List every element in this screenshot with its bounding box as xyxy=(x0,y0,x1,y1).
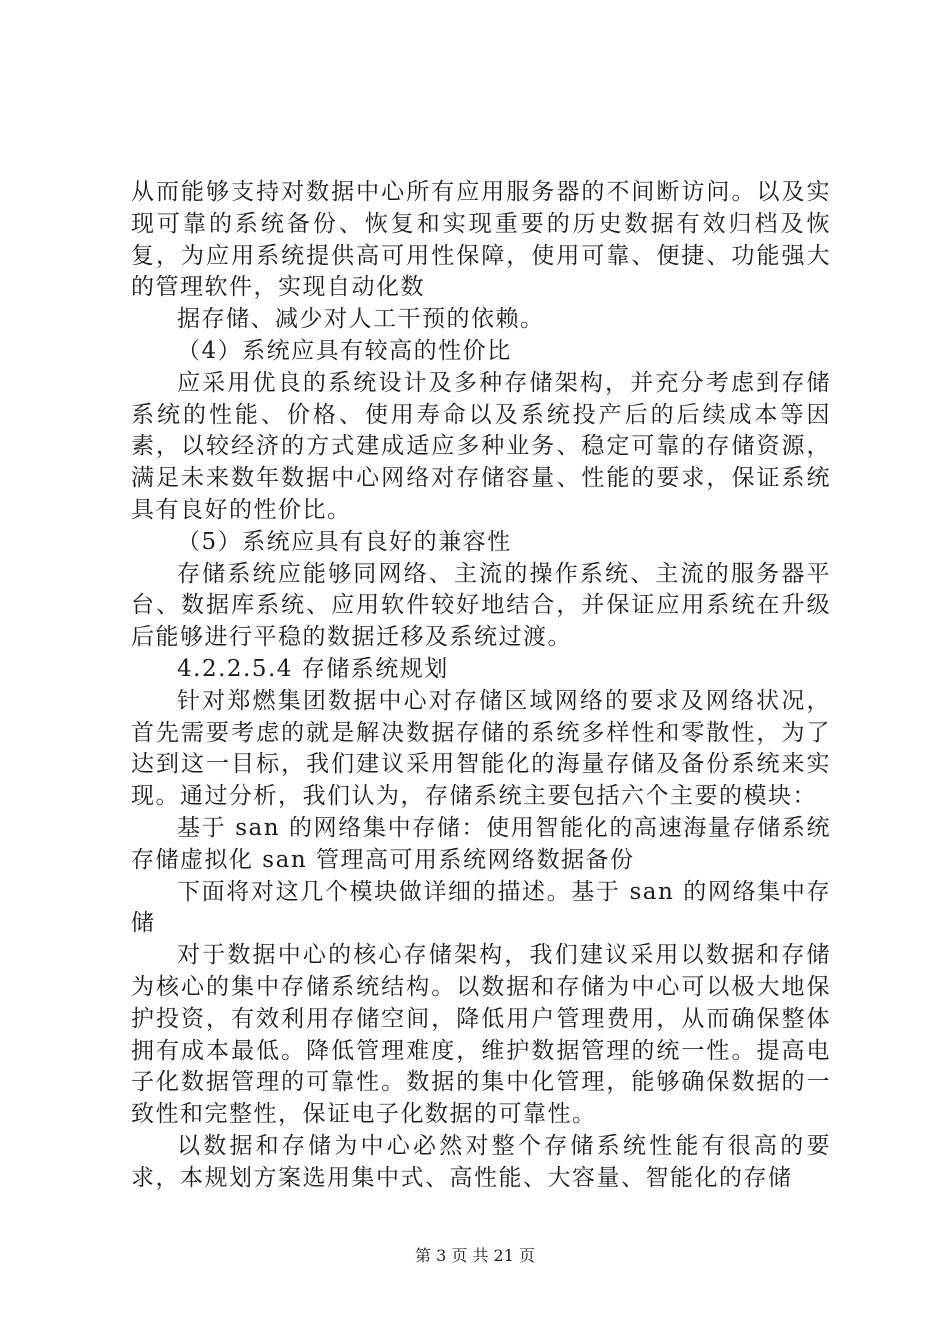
section-heading-5: （5）系统应具有良好的兼容性 xyxy=(177,528,512,555)
paragraph-7: 下面将对这几个模块做详细的描述。基于 san 的网络集中存储 xyxy=(131,878,831,937)
paragraph-6: 基于 san 的网络集中存储：使用智能化的高速海量存储系统存储虚拟化 san 管理高可用系统网络数据备份 xyxy=(131,814,831,873)
page-footer xyxy=(0,1243,950,1266)
paragraph-8: 对于数据中心的核心存储架构，我们建议采用以数据和存储为核心的集中存储系统结构。以数据和存储为中心可以极大地保护投资，有效利用存储空间，降低用户管理费用，从而确保整体拥有成本最低。降低管理难度，维护数据管理的统一性。提高电子化数据管理的可靠性。数据的集中化管理，能够确保数据的一致性和完整性，保证电子化数据的可靠性。 xyxy=(131,942,831,1128)
paragraph-4: 存储系统应能够同网络、主流的操作系统、主流的服务器平台、数据库系统、应用软件较好地结合，并保证应用系统在升级后能够进行平稳的数据迁移及系统过渡。 xyxy=(131,560,831,651)
paragraph-9: 以数据和存储为中心必然对整个存储系统性能有很高的要求，本规划方案选用集中式、高性能、大容量、智能化的存储 xyxy=(131,1132,831,1191)
paragraph-5: 针对郑燃集团数据中心对存储区域网络的要求及网络状况，首先需要考虑的就是解决数据存储的系统多样性和零散性，为了达到这一目标，我们建议采用智能化的海量存储及备份系统来实现。通过分析，我们认为，存储系统主要包括六个主要的模块： xyxy=(131,687,831,810)
paragraph-2: 据存储、减少对人工干预的依赖。 xyxy=(177,306,545,333)
paragraph-3: 应采用优良的系统设计及多种存储架构，并充分考虑到存储系统的性能、价格、使用寿命以及系统投产后的后续成本等因素，以较经济的方式建成适应多种业务、稳定可靠的存储资源，满足未来数年数据中心网络对存储容量、性能的要求，保证系统具有良好的性价比。 xyxy=(131,369,831,523)
section-heading-4: （4）系统应具有较高的性价比 xyxy=(177,337,512,364)
page-number-label: 第 3 页 共 21 页 xyxy=(415,1246,535,1265)
section-heading-4-2-2-5-4: 4.2.2.5.4 存储系统规划 xyxy=(177,655,449,682)
document-body xyxy=(131,177,831,1195)
paragraph-1: 从而能够支持对数据中心所有应用服务器的不间断访问。以及实现可靠的系统备份、恢复和实现重要的历史数据有效归档及恢复，为应用系统提供高可用性保障，使用可靠、便捷、功能强大的管理软件，实现自动化数 xyxy=(131,179,831,301)
